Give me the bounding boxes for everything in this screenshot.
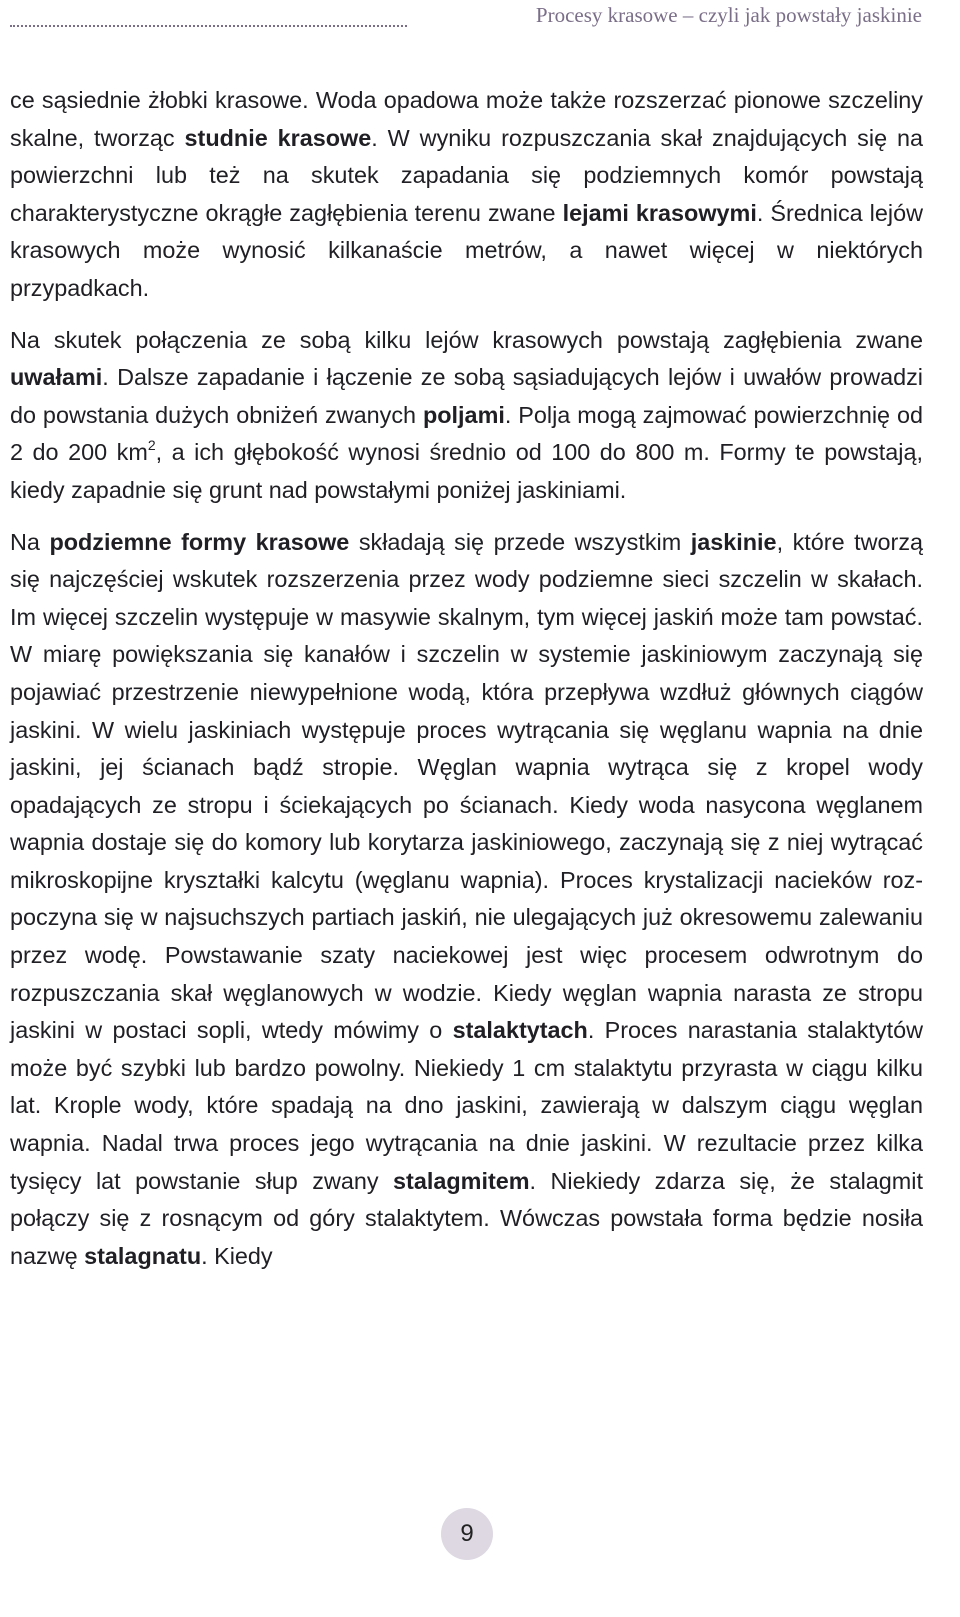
text-run: , a ich głębokość wynosi średnio od 100 do 800 m. Formy te powstają, kiedy zapadnie się grunt nad powstałymi poniżej jaskiniami.	[10, 439, 924, 503]
paragraph	[10, 82, 923, 308]
bold-term: uwałami	[10, 364, 103, 391]
text-run: . Średnica lejów krasowych może wynosić kilkanaście metrów, a nawet więcej w niektórych przypadkach.	[10, 199, 923, 301]
paragraph	[10, 524, 923, 1276]
paragraph	[10, 322, 923, 510]
bold-term: jaskinie	[690, 528, 777, 555]
text-run: . Kiedy	[201, 1242, 273, 1269]
text-run: ce sąsiednie żłobki krasowe. Woda opadowa może także rozszerzać pionowe szczeliny skalne, tworząc	[10, 87, 923, 151]
text-run: składają się przede wszystkim	[349, 528, 691, 555]
text-run: . Niekiedy zdarza się, że stalagmit połączy się z rosnącym od góry stalaktytem. Wówczas powstała forma będzie nosiła nazwę	[10, 1167, 923, 1269]
text-run: . W wyniku rozpuszczania skał znajdujących się na powierzchni lub też na skutek zapadania się podziemnych komór powstają charakterystyczne okrągłe zagłębienia terenu zwane	[10, 124, 924, 226]
bold-term: stalagmitem	[393, 1167, 530, 1194]
page-number	[441, 1508, 493, 1560]
text-run: Na	[10, 528, 50, 555]
bold-term: stalaktytach	[452, 1017, 588, 1044]
bold-term: podziemne formy krasowe	[49, 528, 350, 555]
body-text	[10, 82, 923, 1275]
text-run: . Proces narastania stalaktytów może być szybki lub bardzo powolny. Niekiedy 1 cm stalaktytu przyrasta w ciągu kilku lat. Krople wody, które spadają na dno jaskini, zawierają w dalszym ciągu węglan wapnia. Nadal trwa proces jego wytrącania na dnie jaskini. W rezultacie przez kilka tysięcy lat powstanie słup zwany	[10, 1017, 923, 1194]
bold-term: stalagnatu	[84, 1242, 202, 1269]
running-header	[10, 0, 922, 40]
bold-term: poljami	[422, 401, 505, 428]
bold-term: lejami krasowymi	[562, 199, 757, 226]
superscript: 2	[147, 437, 156, 454]
header-dotted-leader	[10, 25, 407, 27]
text-run: Na skutek połączenia ze sobą kilku lejów krasowych powstają zagłębienia zwane	[10, 326, 923, 353]
text-run: . Polja mogą zajmować powierzchnię od 2 do 200 km	[10, 401, 924, 466]
text-run: , które tworzą się najczęściej wskutek rozszerzenia przez wody podziemne sieci szczelin w skałach. Im więcej szczelin występuje w masywie skalnym, tym więcej jaskiń może tam powstać. W miarę powiększania się kanałów i szczelin w systemie jaskiniowym zaczynają się pojawiać przestrzenie niewypełnione wodą, która przepływa wzdłuż głównych ciągów jaskini. W wielu jaskiniach występuje proces wytrącania się węglanu wapnia na dnie jaskini, jej ścianach bądź stropie. Węglan wapnia wytrąca się z kropel wody opadających ze stropu i ściekających po ścianach. Kiedy woda nasycona węglanem wapnia dostaje się do komory lub korytarza jaskiniowego, zaczynają się z niej wytrącać mikroskopijne kryształki kalcytu (węglanu wapnia). Proces krystalizacji nacieków rozpoczyna się w najsuchszych partiach jaskiń, nie ulegających już okresowemu zalewaniu przez wodę. Powstawanie szaty naciekowej jest więc procesem odwrotnym do rozpuszczania skał węglanowych w wodzie. Kiedy węglan wapnia narasta ze stropu jaskini w postaci sopli, wtedy mówimy o	[10, 528, 924, 1044]
bold-term: studnie krasowe	[184, 124, 372, 151]
text-run: . Dalsze zapadanie i łączenie ze sobą sąsiadujących lejów i uwałów prowadzi do powstania dużych obniżeń zwanych	[10, 364, 923, 428]
page-number-label: 9	[460, 1520, 474, 1547]
header-title: Procesy krasowe – czyli jak powstały jaskinie	[535, 3, 922, 27]
